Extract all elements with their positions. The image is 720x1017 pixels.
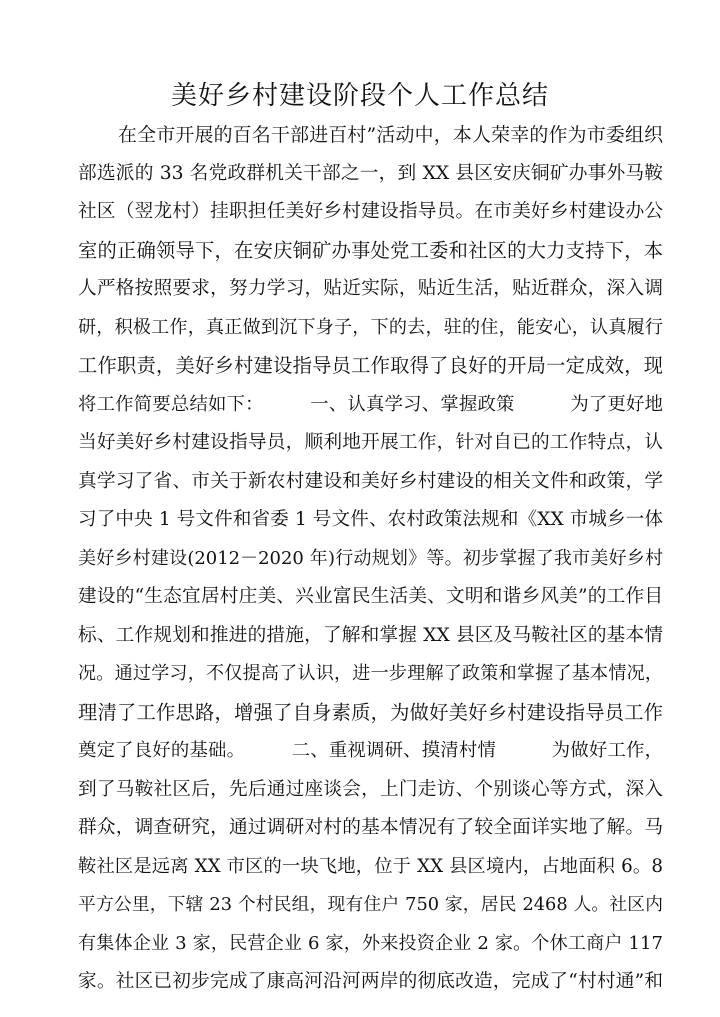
paragraph-line: 部选派的 33 名党政群机关干部之一，到 XX 县区安庆铜矿办事外马鞍: [78, 162, 663, 184]
paragraph-line: 奠定了良好的基础。 二、重视调研、摸清村情 为做好工作，: [78, 740, 663, 761]
paragraph-line: 室的正确领导下，在安庆铜矿办事处党工委和社区的大力支持下，本: [78, 238, 663, 262]
paragraph-line: 到了马鞍社区后，先后通过座谈会，上门走访、个别谈心等方式，深入: [78, 778, 663, 800]
paragraph-line: 有集体企业 3 家，民营企业 6 家，外来投资企业 2 家。个休工商户 117: [78, 932, 663, 954]
paragraph-line: 真学习了省、市关于新农村建设和美好乡村建设的相关文件和政策，学: [78, 470, 663, 492]
paragraph-line: 美好乡村建设(2012－2020 年)行动规划》等。初步掌握了我市美好乡村: [78, 547, 663, 569]
paragraph-line: 将工作简要总结如下： 一、认真学习、掌握政策 为了更好地: [78, 393, 663, 415]
paragraph-line: 在全市开展的百名干部进百村”活动中，本人荣幸的作为市委组织: [118, 124, 663, 146]
paragraph-line: 群众，调查研究，通过调研对村的基本情况有了较全面详实地了解。马: [78, 817, 663, 838]
paragraph-line: 标、工作规划和推进的措施，了解和掌握 XX 县区及马鞍社区的基本情: [78, 624, 663, 646]
paragraph-line: 人严格按照要求，努力学习，贴近实际，贴近生活，贴近群众，深入调: [78, 278, 663, 299]
paragraph-line: 工作职责，美好乡村建设指导员工作取得了良好的开局一定成效，现: [78, 354, 663, 377]
paragraph-line: 习了中央 1 号文件和省委 1 号文件、农村政策法规和《XX 市城乡一体: [78, 509, 663, 530]
paragraph-line: 研，积极工作，真正做到沉下身子，下的去，驻的住，能安心，认真履行: [78, 316, 663, 338]
paragraph-line: 建设的“生态宜居村庄美、兴业富民生活美、文明和谐乡风美”的工作目: [78, 586, 663, 607]
paragraph-line: 社区（翌龙村）挂职担任美好乡村建设指导员。在市美好乡村建设办公: [78, 201, 663, 222]
paragraph-line: 理清了工作思路，增强了自身素质，为做好美好乡村建设指导员工作: [78, 700, 663, 724]
document-title: 美好乡村建设阶段个人工作总结: [170, 81, 549, 111]
paragraph-line: 家。社区已初步完成了康高河沿河两岸的彻底改造，完成了“村村通”和: [78, 971, 663, 992]
paragraph-line: 况。通过学习，不仅提高了认识，进一步理解了政策和掌握了基本情况，: [78, 663, 663, 684]
paragraph-line: 鞍社区是远离 XX 市区的一块飞地，位于 XX 县区境内，占地面积 6。8: [78, 855, 663, 877]
paragraph-line: 平方公里，下辖 23 个村民组，现有住户 750 家，居民 2468 人。社区内: [78, 895, 663, 915]
document-body: [78, 116, 663, 1002]
paragraph-line: 当好美好乡村建设指导员，顺利地开展工作，针对自已的工作特点，认: [78, 432, 663, 453]
